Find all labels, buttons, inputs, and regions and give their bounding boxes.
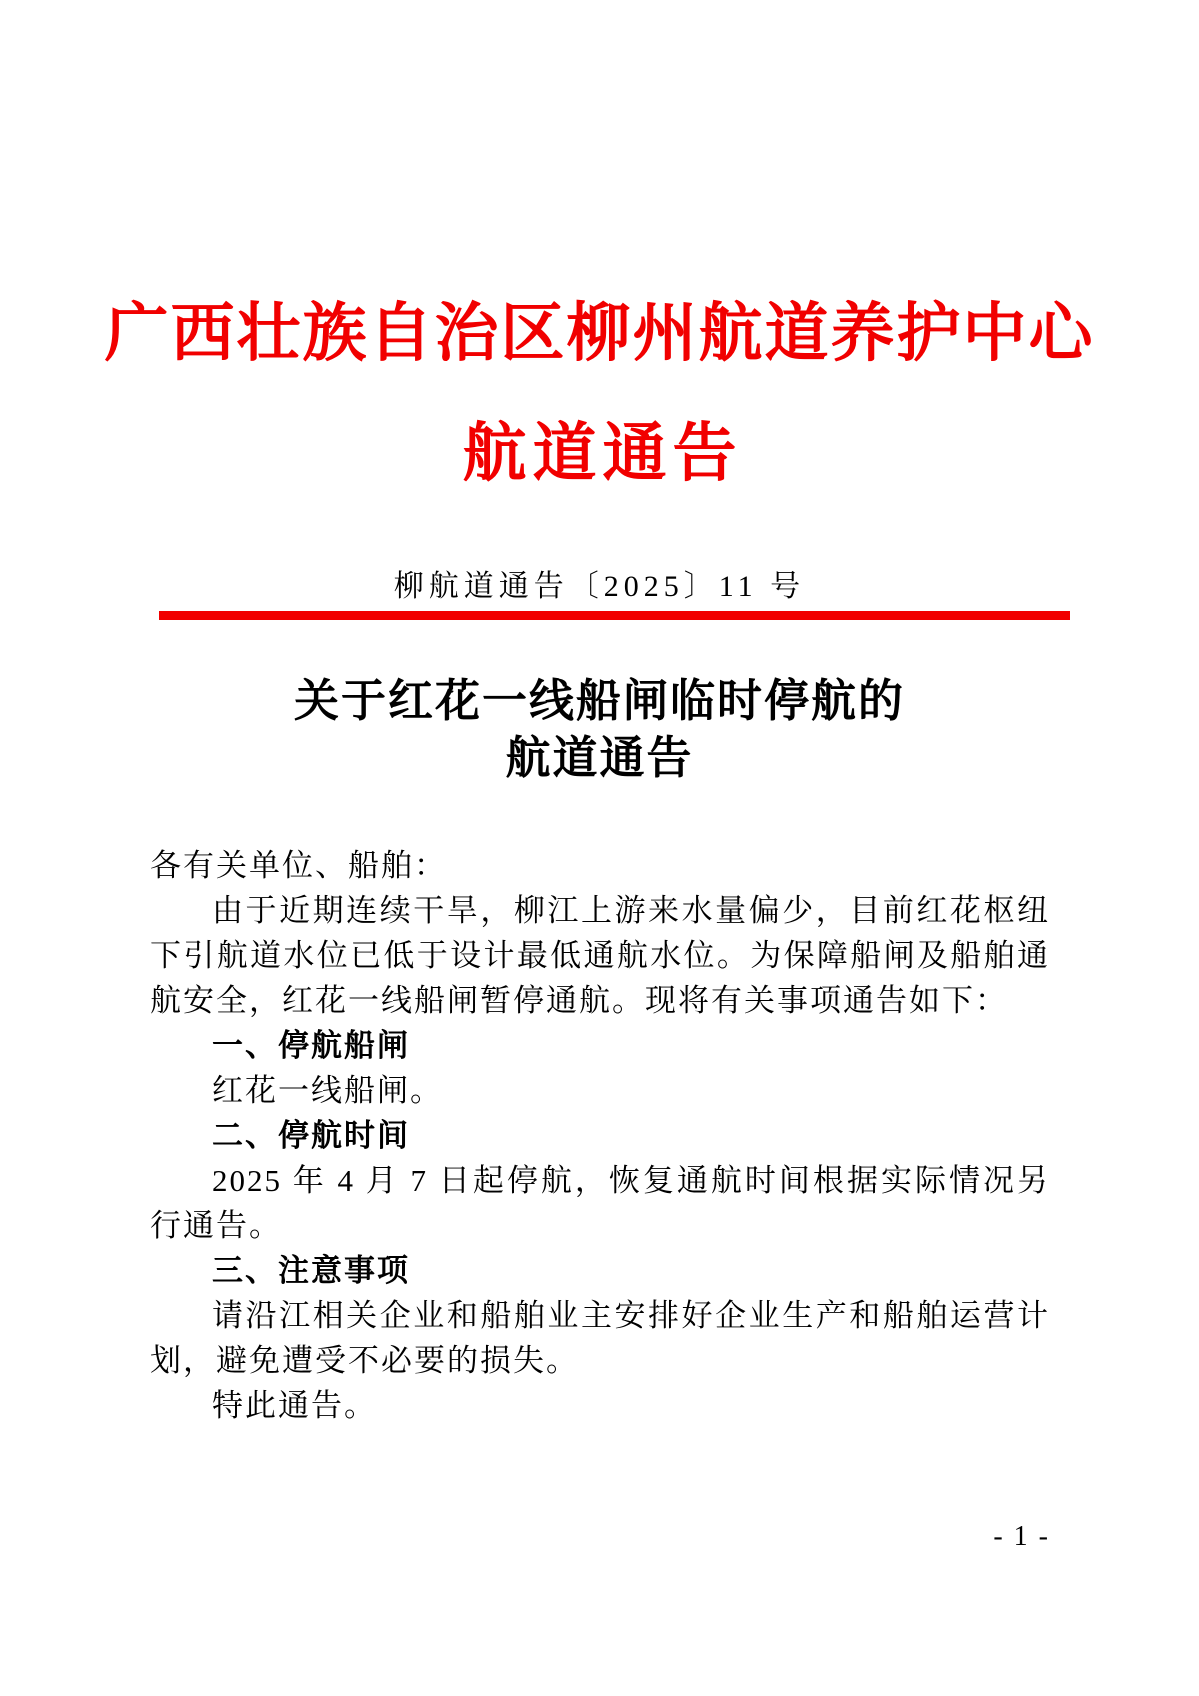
notice-subject-line1: 关于红花一线船闸临时停航的: [293, 676, 905, 726]
document-number: 柳航道通告〔2025〕11 号: [393, 570, 806, 603]
red-divider-rule: [159, 611, 1070, 620]
intro-paragraph: 由于近期连续干旱，柳江上游来水量偏少，目前红花枢纽下引航道水位已低于设计最低通航水位。为保障船闸及船舶通航安全，红花一线船闸暂停通航。现将有关事项通告如下：: [150, 893, 1050, 1018]
salutation: 各有关单位、船舶：: [150, 848, 447, 883]
org-title-line2: 航道通告: [462, 418, 743, 489]
org-title-line1: 广西壮族自治区柳州航道养护中心: [104, 298, 1095, 369]
section-stop-time: [150, 1113, 1050, 1248]
notice-subject-line2: 航道通告: [505, 733, 694, 783]
section-precautions: [150, 1248, 1050, 1383]
section-3-heading: 三、注意事项: [212, 1253, 410, 1288]
section-1-content: 红花一线船闸。: [212, 1073, 443, 1108]
page-number: - 1 -: [993, 1521, 1050, 1552]
notice-body: [150, 843, 1050, 1428]
section-2-content: 2025 年 4 月 7 日起停航，恢复通航时间根据实际情况另行通告。: [150, 1163, 1050, 1243]
section-2-heading: 二、停航时间: [212, 1118, 410, 1153]
closing-statement: 特此通告。: [212, 1388, 377, 1423]
document-letterhead: [0, 0, 1199, 620]
section-3-content: 请沿江相关企业和船舶业主安排好企业生产和船舶运营计划，避免遭受不必要的损失。: [150, 1298, 1050, 1378]
notice-subject-title: [0, 673, 1199, 787]
section-1-heading: 一、停航船闸: [212, 1028, 410, 1063]
section-stopped-lock: [150, 1023, 1050, 1113]
